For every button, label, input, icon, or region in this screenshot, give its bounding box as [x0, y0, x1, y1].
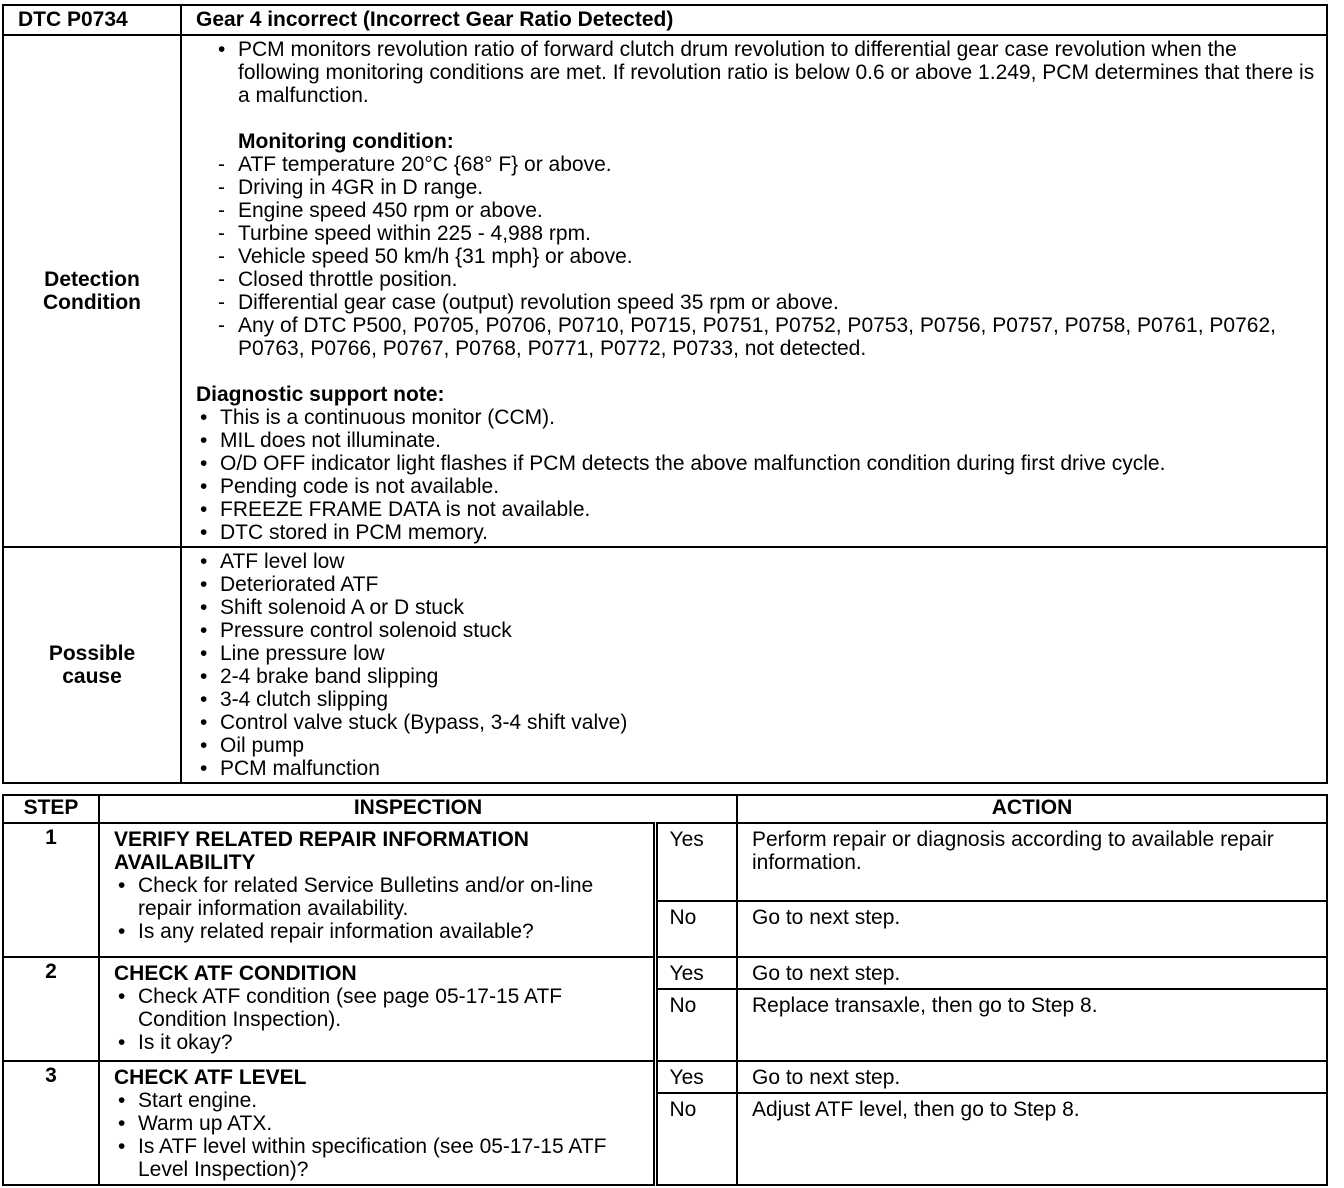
- list-item: • Warm up ATX.: [114, 1112, 647, 1135]
- detection-condition-row: [3, 35, 1327, 547]
- detection-condition-label: Detection Condition: [3, 35, 181, 547]
- step-checks: [114, 1089, 647, 1181]
- list-item: • This is a continuous monitor (CCM).: [196, 406, 1318, 429]
- table-row: [3, 957, 1327, 989]
- action-column-header: ACTION: [737, 795, 1327, 823]
- list-item: • PCM malfunction: [196, 757, 1318, 780]
- step-inspection: [99, 957, 655, 1061]
- list-item: - Closed throttle position.: [214, 268, 1318, 291]
- list-item: • Is ATF level within specification (see 05-17-15 ATF Level Inspection)?: [114, 1135, 647, 1181]
- step-title: CHECK ATF LEVEL: [114, 1066, 307, 1089]
- step-checks: [114, 985, 647, 1054]
- yes-action: Go to next step.: [737, 957, 1327, 989]
- inspection-column-header: INSPECTION: [99, 795, 737, 823]
- list-item: • FREEZE FRAME DATA is not available.: [196, 498, 1318, 521]
- step-number: 2: [3, 957, 99, 1061]
- possible-cause-body: [181, 547, 1327, 783]
- support-heading: Diagnostic support note:: [196, 383, 445, 406]
- table-row: [3, 823, 1327, 901]
- yes-label: Yes: [655, 1061, 737, 1093]
- list-item: • Check ATF condition (see page 05-17-15 ATF Condition Inspection).: [114, 985, 647, 1031]
- possible-cause-list: [196, 550, 1318, 780]
- list-item: • 3-4 clutch slipping: [196, 688, 1318, 711]
- detection-condition-body: [181, 35, 1327, 547]
- step-inspection: [99, 823, 655, 957]
- no-label: No: [655, 901, 737, 957]
- list-item: • O/D OFF indicator light flashes if PCM detects the above malfunction condition during first drive cycle.: [196, 452, 1318, 475]
- list-item: • Control valve stuck (Bypass, 3-4 shift valve): [196, 711, 1318, 734]
- support-list: [196, 406, 1318, 544]
- no-action: Adjust ATF level, then go to Step 8.: [737, 1093, 1327, 1185]
- list-item: • Line pressure low: [196, 642, 1318, 665]
- possible-cause-label: Possible cause: [3, 547, 181, 783]
- list-item: - Any of DTC P500, P0705, P0706, P0710, P0715, P0751, P0752, P0753, P0756, P0757, P0758, P0761, P0762, P0763, P0766, P0767, P0768, P0771, P0772, P0733, not detected.: [214, 314, 1318, 360]
- table-row: [3, 1061, 1327, 1093]
- step-title: CHECK ATF CONDITION: [114, 962, 357, 985]
- list-item: • Deteriorated ATF: [196, 573, 1318, 596]
- dtc-code: DTC P0734: [3, 5, 181, 35]
- step-title: VERIFY RELATED REPAIR INFORMATION AVAILABILITY: [114, 828, 529, 874]
- step-number: 1: [3, 823, 99, 957]
- yes-action: Perform repair or diagnosis according to available repair information.: [737, 823, 1327, 901]
- step-inspection: [99, 1061, 655, 1185]
- diagnostic-steps-table: [2, 794, 1328, 1186]
- dtc-info-table: [2, 4, 1328, 784]
- yes-label: Yes: [655, 957, 737, 989]
- list-item: • Start engine.: [114, 1089, 647, 1112]
- list-item: • Shift solenoid A or D stuck: [196, 596, 1318, 619]
- steps-header-row: [3, 795, 1327, 823]
- monitoring-heading: Monitoring condition:: [238, 130, 454, 153]
- monitoring-list: [196, 153, 1318, 360]
- no-label: No: [655, 1093, 737, 1185]
- step-column-header: STEP: [3, 795, 99, 823]
- list-item: • Is any related repair information available?: [114, 920, 647, 943]
- list-item: • Pressure control solenoid stuck: [196, 619, 1318, 642]
- step-number: 3: [3, 1061, 99, 1185]
- list-item: • 2-4 brake band slipping: [196, 665, 1318, 688]
- no-label: No: [655, 989, 737, 1061]
- step-checks: [114, 874, 647, 943]
- list-item: - Engine speed 450 rpm or above.: [214, 199, 1318, 222]
- list-item: • Is it okay?: [114, 1031, 647, 1054]
- no-action: Replace transaxle, then go to Step 8.: [737, 989, 1327, 1061]
- list-item: - Vehicle speed 50 km/h {31 mph} or above.: [214, 245, 1318, 268]
- list-item: - ATF temperature 20°C {68° F} or above.: [214, 153, 1318, 176]
- detection-intro: • PCM monitors revolution ratio of forward clutch drum revolution to differential gear case revolution when the following monitoring conditions are met. If revolution ratio is below 0.6 or above 1.249, PCM determines that there is a malfunction.: [214, 38, 1318, 107]
- yes-action: Go to next step.: [737, 1061, 1327, 1093]
- possible-cause-row: [3, 547, 1327, 783]
- list-item: - Driving in 4GR in D range.: [214, 176, 1318, 199]
- dtc-title: Gear 4 incorrect (Incorrect Gear Ratio Detected): [181, 5, 1327, 35]
- no-action: Go to next step.: [737, 901, 1327, 957]
- yes-label: Yes: [655, 823, 737, 901]
- dtc-header-row: [3, 5, 1327, 35]
- list-item: • DTC stored in PCM memory.: [196, 521, 1318, 544]
- list-item: - Turbine speed within 225 - 4,988 rpm.: [214, 222, 1318, 245]
- list-item: • Check for related Service Bulletins and/or on-line repair information availability.: [114, 874, 647, 920]
- list-item: • Pending code is not available.: [196, 475, 1318, 498]
- list-item: • MIL does not illuminate.: [196, 429, 1318, 452]
- list-item: - Differential gear case (output) revolution speed 35 rpm or above.: [214, 291, 1318, 314]
- list-item: • Oil pump: [196, 734, 1318, 757]
- list-item: • ATF level low: [196, 550, 1318, 573]
